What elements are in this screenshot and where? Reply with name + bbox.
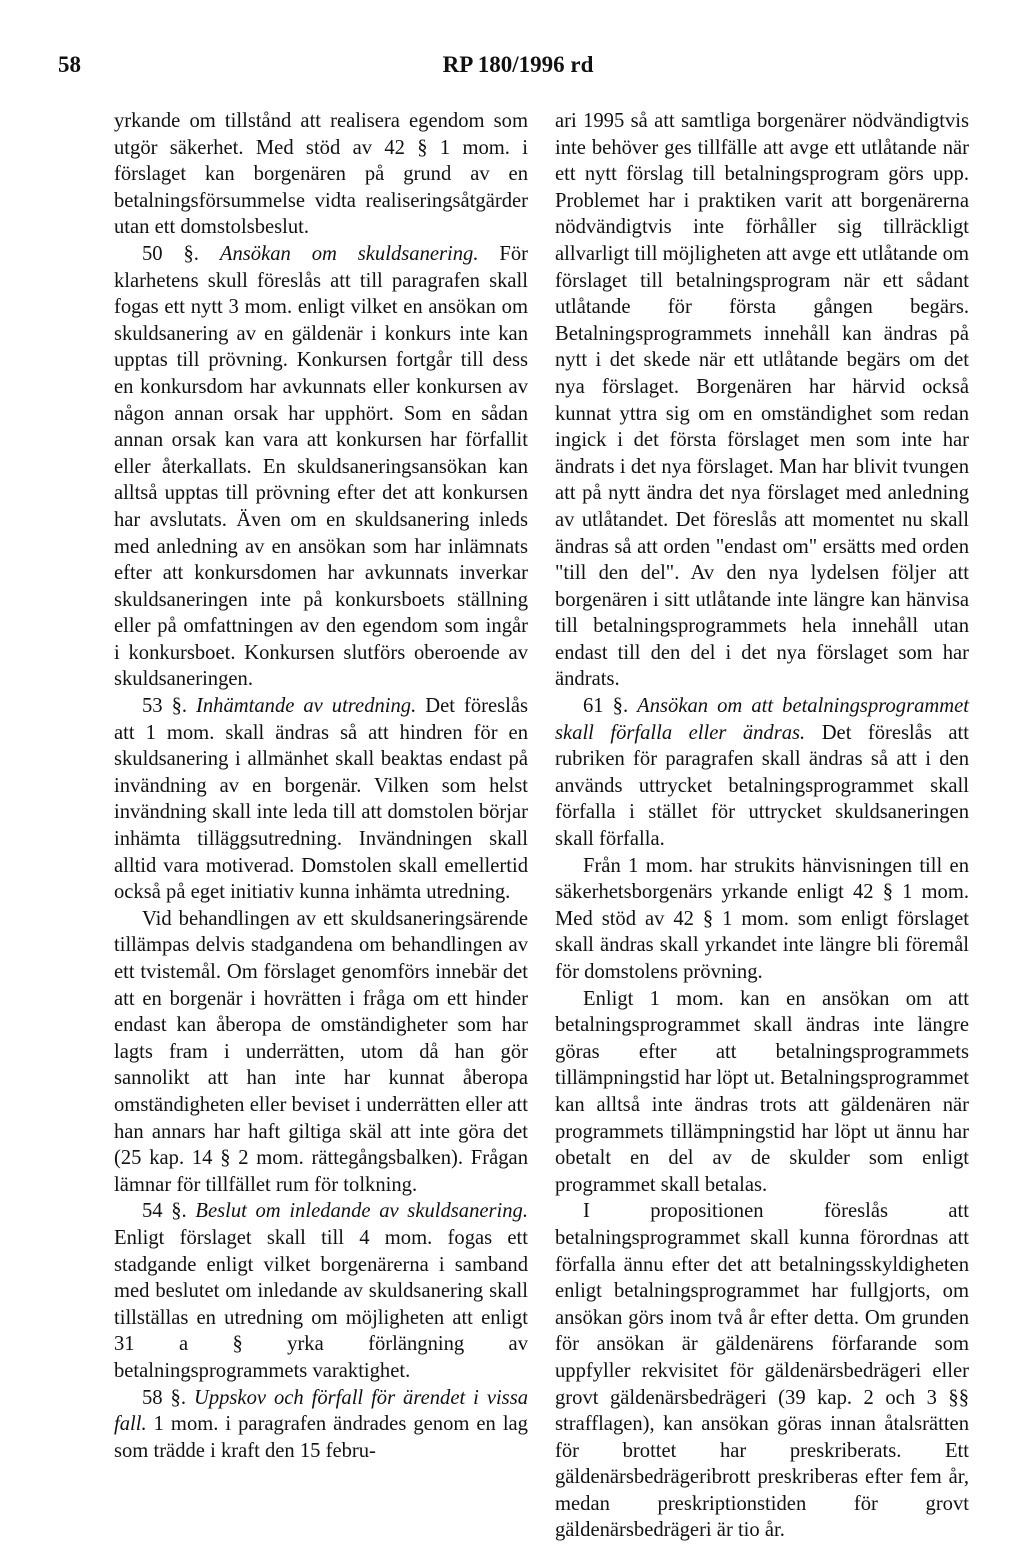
paragraph: yrkande om tillstånd att realisera egendom som utgör säkerhet. Med stöd av 42 § 1 mom. i förslaget kan borgenären på grund av en betalningsförsummelse vidta realiseringsåtgärder utan ett domstolsbeslut. (114, 110, 528, 239)
section-50 (114, 241, 528, 693)
section-title: Uppskov och förfall för ärendet i vissa fall. (114, 1386, 529, 1436)
section-title: Beslut om inledande av skuldsanering. (195, 1200, 528, 1223)
section-title: Inhämtande av utredning. (196, 695, 417, 718)
section-number: 50 §. (142, 242, 199, 265)
section-title: Ansökan om skuldsanering. (219, 242, 479, 265)
section-text: 1 mom. i paragrafen ändrades genom en lag som trädde i kraft den 15 febru- (114, 1413, 528, 1462)
section-53 (114, 693, 528, 906)
section-text: För klarhetens skull föreslås att till paragrafen skall fogas ett nytt 3 mom. enligt vilket en ansökan om skuldsanering av en gäldenär i konkurs inte kan upptas till prövning. Konkursen fortgår till dess en konkursdom har avkunnats eller konkursen av någon annan orsak har upphört. Som en sådan annan orsak kan vara att konkursen har förfallit eller återkallats. En skuldsaneringsansökan kan alltså upptas till prövning efter det att konkursen har avslutats. Även om en skuldsanering inleds med anledning av en ansökan som har inlämnats efter att konkursdomen har avkunnats inverkar skuldsaneringen inte på konkursboets ställning eller på omfattningen av den egendom som ingår i konkursboet. Konkursen slutförs oberoende av skuldsaneringen. (114, 242, 529, 691)
section-number: 61 §. (583, 695, 629, 718)
section-number: 54 §. (142, 1200, 187, 1223)
section-title: Ansökan om att betalningsprogrammet skall förfalla eller ändras. (555, 695, 970, 744)
section-number: 58 §. (142, 1386, 186, 1409)
running-title: RP 180/1996 rd (442, 52, 594, 77)
section-text: Enligt förslaget skall till 4 mom. fogas ett stadgande enligt vilket borgenärerna i samband med beslutet om inledande av skuldsanering skall tillställas en utredning om möjligheten att enligt 31 a § yrka förlängning av betalningsprogrammets varaktighet. (114, 1226, 528, 1382)
section-54 (114, 1198, 528, 1384)
section-61 (555, 693, 969, 853)
paragraph: ari 1995 så att samtliga borgenärer nödvändigtvis inte behöver ges tillfälle att avge ett utlåtande när ett nytt förslag till betalningsprogram görs upp. Problemet har i praktiken varit att borgenärerna nödvändigtvis inte förhåller sig tillräckligt allvarligt till möjligheten att avge ett utlåtande om förslaget till betalningsprogram när ett sådant utlåtande för första gången begärs. Betalningsprogrammets innehåll kan ändras på nytt i det skede när ett utlåtande begärs om det nya förslaget. Borgenären har härvid också kunnat yttra sig om en omständighet som redan ingick i det första förslaget men som inte har ändrats i det nya förslaget. Man har blivit tvungen att på nytt ändra det nya förslaget med anledning av utlåtandet. Det föreslås att momentet nu skall ändras så att orden "endast om" ersätts med orden "till den del". Av den nya lydelsen följer att borgenären i sitt utlåtande inte längre kan hänvisa till betalningsprogrammets hela innehåll utan endast till den del i det nya förslaget som har ändrats. (555, 110, 969, 691)
page-number: 58 (58, 52, 81, 77)
left-column (114, 108, 528, 1464)
section-number: 53 §. (142, 695, 188, 718)
section-text: Det föreslås att rubriken för paragrafen skall ändras så att i den används uttrycket betalningsprogrammet skall förfalla i stället för uttrycket skuldsaneringen skall förfalla. (555, 721, 969, 851)
paragraph: Vid behandlingen av ett skuldsaneringsärende tillämpas delvis stadgandena om behandlingen av ett tvistemål. Om förslaget genomförs innebär det att en borgenär i hovrätten i fråga om ett hinder endast kan åberopa de omständigheter som har lagts fram i underrätten, utom då han gör sannolikt att han inte har kunnat åberopa omständigheten eller beviset i underrätten eller att han annars har haft giltiga skäl att inte göra det (25 kap. 14 § 2 mom. rättegångsbalken). Frågan lämnar för tillfället rum för tolkning. (114, 907, 528, 1196)
section-text: Det föreslås att 1 mom. skall ändras så att hindren för en skuldsanering i allmänhet skall beaktas endast på invändning av en borgenär. Vilken som helst invändning skall inte leda till att domstolen börjar inhämta tilläggsutredning. Invändningen skall alltid vara motiverad. Domstolen skall emellertid också på eget initiativ kunna inhämta utredning. (114, 695, 529, 904)
page-header (58, 52, 978, 84)
paragraph: Från 1 mom. har strukits hänvisningen till en säkerhetsborgenärs yrkande enligt 42 § 1 mom. Med stöd av 42 § 1 mom. som enligt förslaget skall ändras skall yrkandet inte längre bli föremål för domstolens prövning. (555, 854, 969, 983)
paragraph: Enligt 1 mom. kan en ansökan om att betalningsprogrammet skall ändras inte längre göras efter att betalningsprogrammets tillämpningstid har löpt ut. Betalningsprogrammet kan alltså inte ändras trots att gäldenären när programmets tillämpningstid har löpt ut ännu har obetalt en del av de skulder som enligt programmet skall betalas. (555, 987, 969, 1196)
paragraph: I propositionen föreslås att betalningsprogrammet skall kunna förordnas att förfalla ännu efter det att betalningsskyldigheten enligt betalningsprogrammet har fullgjorts, om ansökan görs inom två år efter detta. Om grunden för ansökan är gäldenärens förfarande som uppfyller rekvisitet för gäldenärsbedrägeri eller grovt gäldenärsbedrägeri (39 kap. 2 och 3 §§ strafflagen), kan ansökan göras innan åtalsrätten för brottet har preskriberats. Ett gäldenärsbedrägeribrott preskriberas efter fem år, medan preskriptionstiden för grovt gäldenärsbedrägeri är tio år. (555, 1200, 969, 1542)
right-column (555, 108, 969, 1544)
section-58 (114, 1385, 528, 1465)
